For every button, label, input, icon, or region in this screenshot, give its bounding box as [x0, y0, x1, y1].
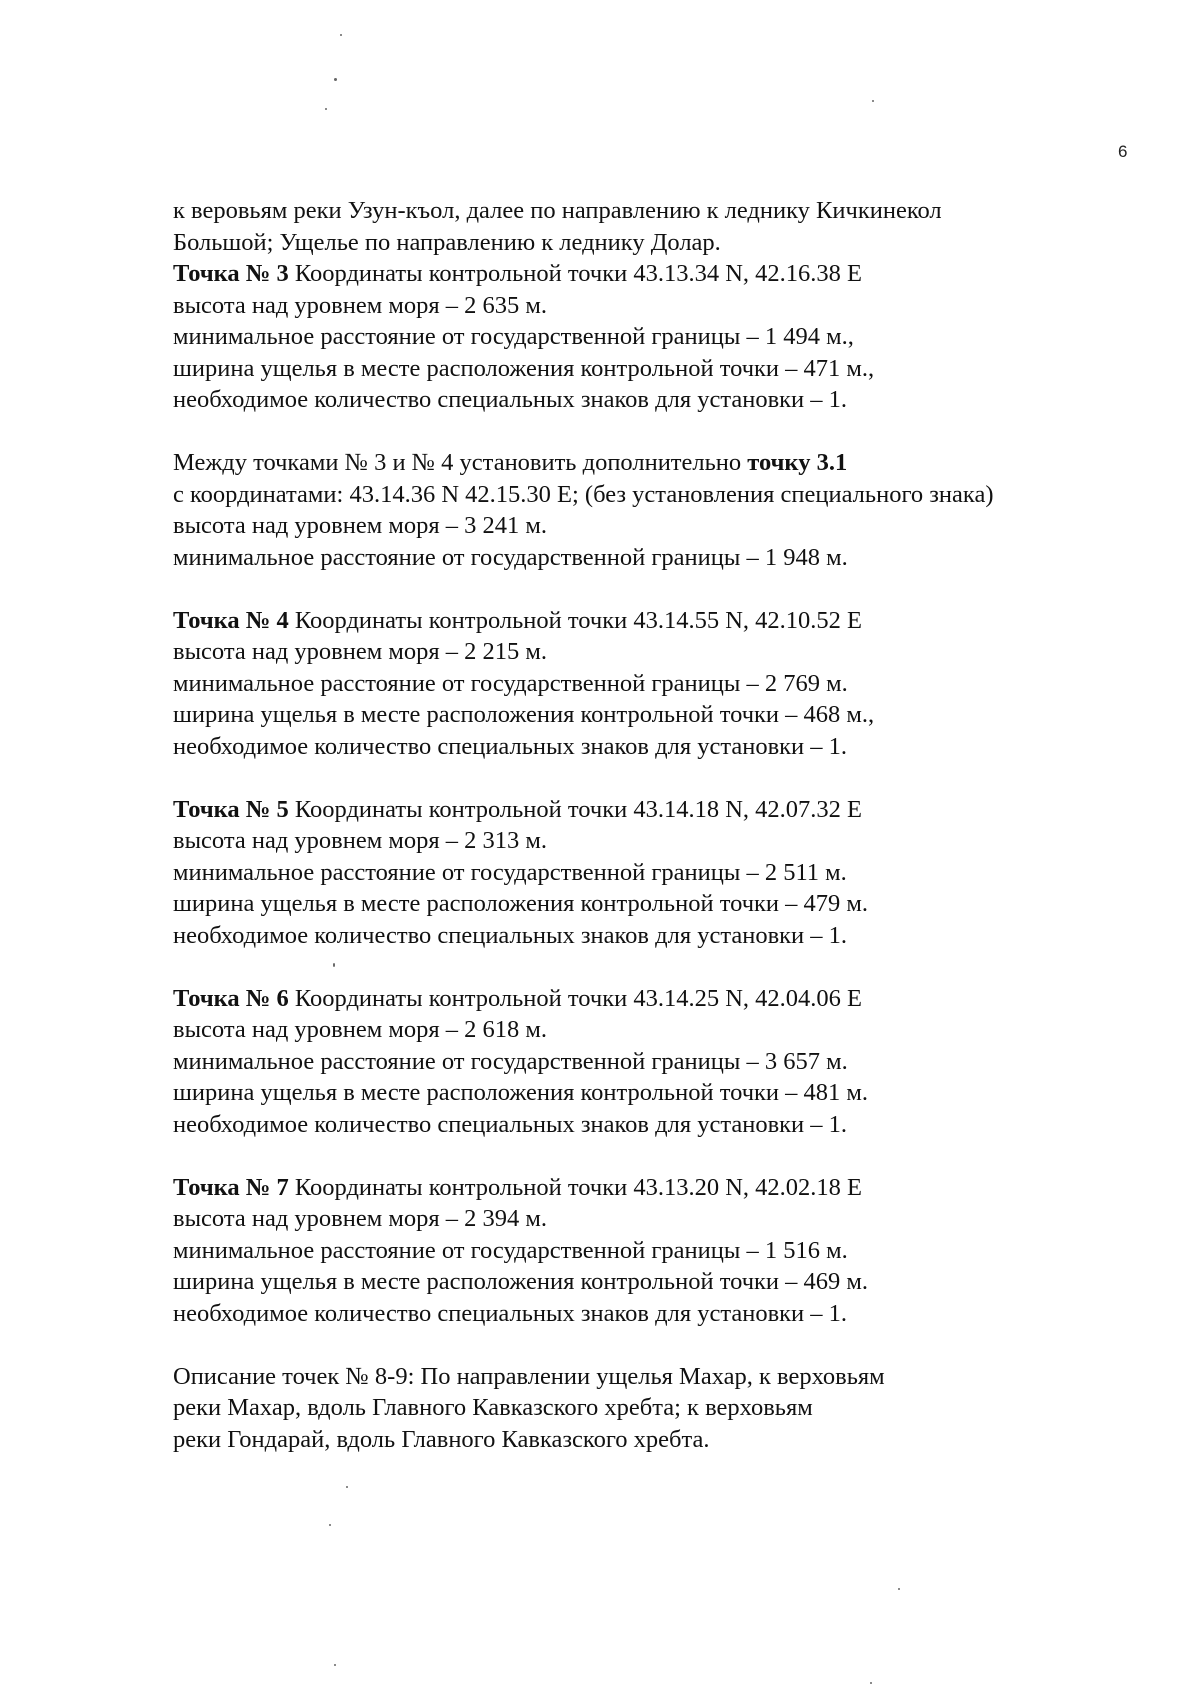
point-label: Точка № 7 [173, 1173, 289, 1201]
line-text: высота над уровнем моря – 2 618 м. [173, 1016, 547, 1043]
line-text: ширина ущелья в месте расположения контрольной точки – 481 м. [173, 1079, 869, 1106]
text-line [173, 1266, 1173, 1298]
text-line [173, 1014, 1173, 1046]
text-line [173, 1424, 1173, 1456]
scan-speck [340, 34, 342, 36]
text-line [173, 920, 1173, 952]
line-text: минимальное расстояние от государственной границы – 2 511 м. [173, 858, 847, 886]
text-line [173, 825, 1173, 857]
page-number: 6 [1118, 142, 1128, 161]
line-text: необходимое количество специальных знаков для установки – 1. [173, 1110, 848, 1138]
text-line [173, 321, 1173, 353]
text-line [173, 888, 1173, 920]
text-line [173, 384, 1173, 416]
text-line [173, 668, 1173, 700]
text-line [173, 227, 1173, 259]
text-line [173, 290, 1173, 322]
scan-speck [898, 1588, 900, 1590]
line-text: минимальное расстояние от государственной границы – 1 494 м., [173, 323, 854, 350]
line-text: высота над уровнем моря – 3 241 м. [173, 512, 547, 539]
point-label: Точка № 4 [173, 606, 289, 634]
text-line [173, 479, 1173, 511]
text-line [173, 542, 1173, 574]
line-text: минимальное расстояние от государственной границы – 1 948 м. [173, 543, 848, 571]
document-body [173, 195, 1173, 1487]
line-text: ширина ущелья в месте расположения контрольной точки – 468 м., [173, 701, 875, 728]
text-line [173, 1298, 1173, 1330]
line-text: необходимое количество специальных знаков для установки – 1. [173, 921, 848, 949]
text-line [173, 510, 1173, 542]
paragraph-block [173, 794, 1173, 952]
line-text: к веровьям реки Узун-къол, далее по направлению к леднику Кичкинекол [173, 197, 942, 224]
scan-speck [334, 78, 337, 81]
paragraph-block [173, 1361, 1173, 1456]
scan-speck [334, 1664, 336, 1666]
line-text: высота над уровнем моря – 2 635 м. [173, 291, 547, 319]
scan-speck [870, 1682, 872, 1684]
text-line [173, 605, 1173, 637]
text-line [173, 1172, 1173, 1204]
text-line [173, 447, 1173, 479]
line-text: высота над уровнем моря – 2 313 м. [173, 827, 547, 854]
scan-speck [329, 1524, 331, 1526]
text-line [173, 1361, 1173, 1393]
line-text: Большой; Ущелье по направлению к леднику Долар. [173, 228, 721, 256]
point-label: Точка № 5 [173, 795, 289, 823]
scan-speck [325, 108, 327, 110]
text-line [173, 731, 1173, 763]
line-text: высота над уровнем моря – 2 394 м. [173, 1205, 547, 1232]
line-text: необходимое количество специальных знаков для установки – 1. [173, 386, 848, 413]
paragraph-block [173, 983, 1173, 1141]
text-line [173, 1046, 1173, 1078]
text-line [173, 636, 1173, 668]
line-text: необходимое количество специальных знаков для установки – 1. [173, 1299, 848, 1327]
line-text: реки Махар, вдоль Главного Кавказского хребта; к верховьям [173, 1394, 813, 1421]
line-text: ширина ущелья в месте расположения контрольной точки – 479 м. [173, 890, 869, 917]
paragraph-block [173, 605, 1173, 763]
line-text: Координаты контрольной точки 43.14.18 N, 42.07.32 E [288, 795, 863, 823]
line-text: Координаты контрольной точки 43.14.55 N, 42.10.52 E [288, 606, 863, 634]
paragraph-block [173, 195, 1173, 416]
text-line [173, 195, 1173, 227]
point-label: Точка № 3 [173, 260, 289, 287]
text-line [173, 857, 1173, 889]
text-line [173, 1109, 1173, 1141]
text-line [173, 983, 1173, 1015]
scan-speck [872, 100, 874, 102]
text-line [173, 1203, 1173, 1235]
point-label: точку 3.1 [747, 449, 848, 476]
line-text: Между точками № 3 и № 4 установить дополнительно [173, 449, 748, 476]
line-text: Координаты контрольной точки 43.13.34 N, 42.16.38 E [288, 260, 863, 287]
line-text: высота над уровнем моря – 2 215 м. [173, 638, 547, 665]
line-text: минимальное расстояние от государственной границы – 3 657 м. [173, 1047, 848, 1075]
line-text: минимальное расстояние от государственной границы – 2 769 м. [173, 669, 848, 697]
text-line [173, 1392, 1173, 1424]
line-text: реки Гондарай, вдоль Главного Кавказского хребта. [173, 1425, 710, 1453]
line-text: с координатами: 43.14.36 N 42.15.30 E; (без установления специального знака) [173, 480, 994, 508]
text-line [173, 258, 1173, 290]
line-text: необходимое количество специальных знаков для установки – 1. [173, 732, 848, 760]
line-text: Координаты контрольной точки 43.13.20 N, 42.02.18 E [288, 1173, 863, 1201]
line-text: Описание точек № 8-9: По направлении ущелья Махар, к верховьям [173, 1362, 885, 1390]
line-text: минимальное расстояние от государственной границы – 1 516 м. [173, 1236, 848, 1264]
paragraph-block [173, 447, 1173, 573]
text-line [173, 353, 1173, 385]
text-line [173, 699, 1173, 731]
point-label: Точка № 6 [173, 984, 289, 1012]
text-line [173, 794, 1173, 826]
text-line [173, 1235, 1173, 1267]
line-text: ширина ущелья в месте расположения контрольной точки – 469 м. [173, 1268, 869, 1295]
paragraph-block [173, 1172, 1173, 1330]
line-text: ширина ущелья в месте расположения контрольной точки – 471 м., [173, 354, 875, 382]
line-text: Координаты контрольной точки 43.14.25 N, 42.04.06 E [288, 984, 863, 1012]
text-line [173, 1077, 1173, 1109]
